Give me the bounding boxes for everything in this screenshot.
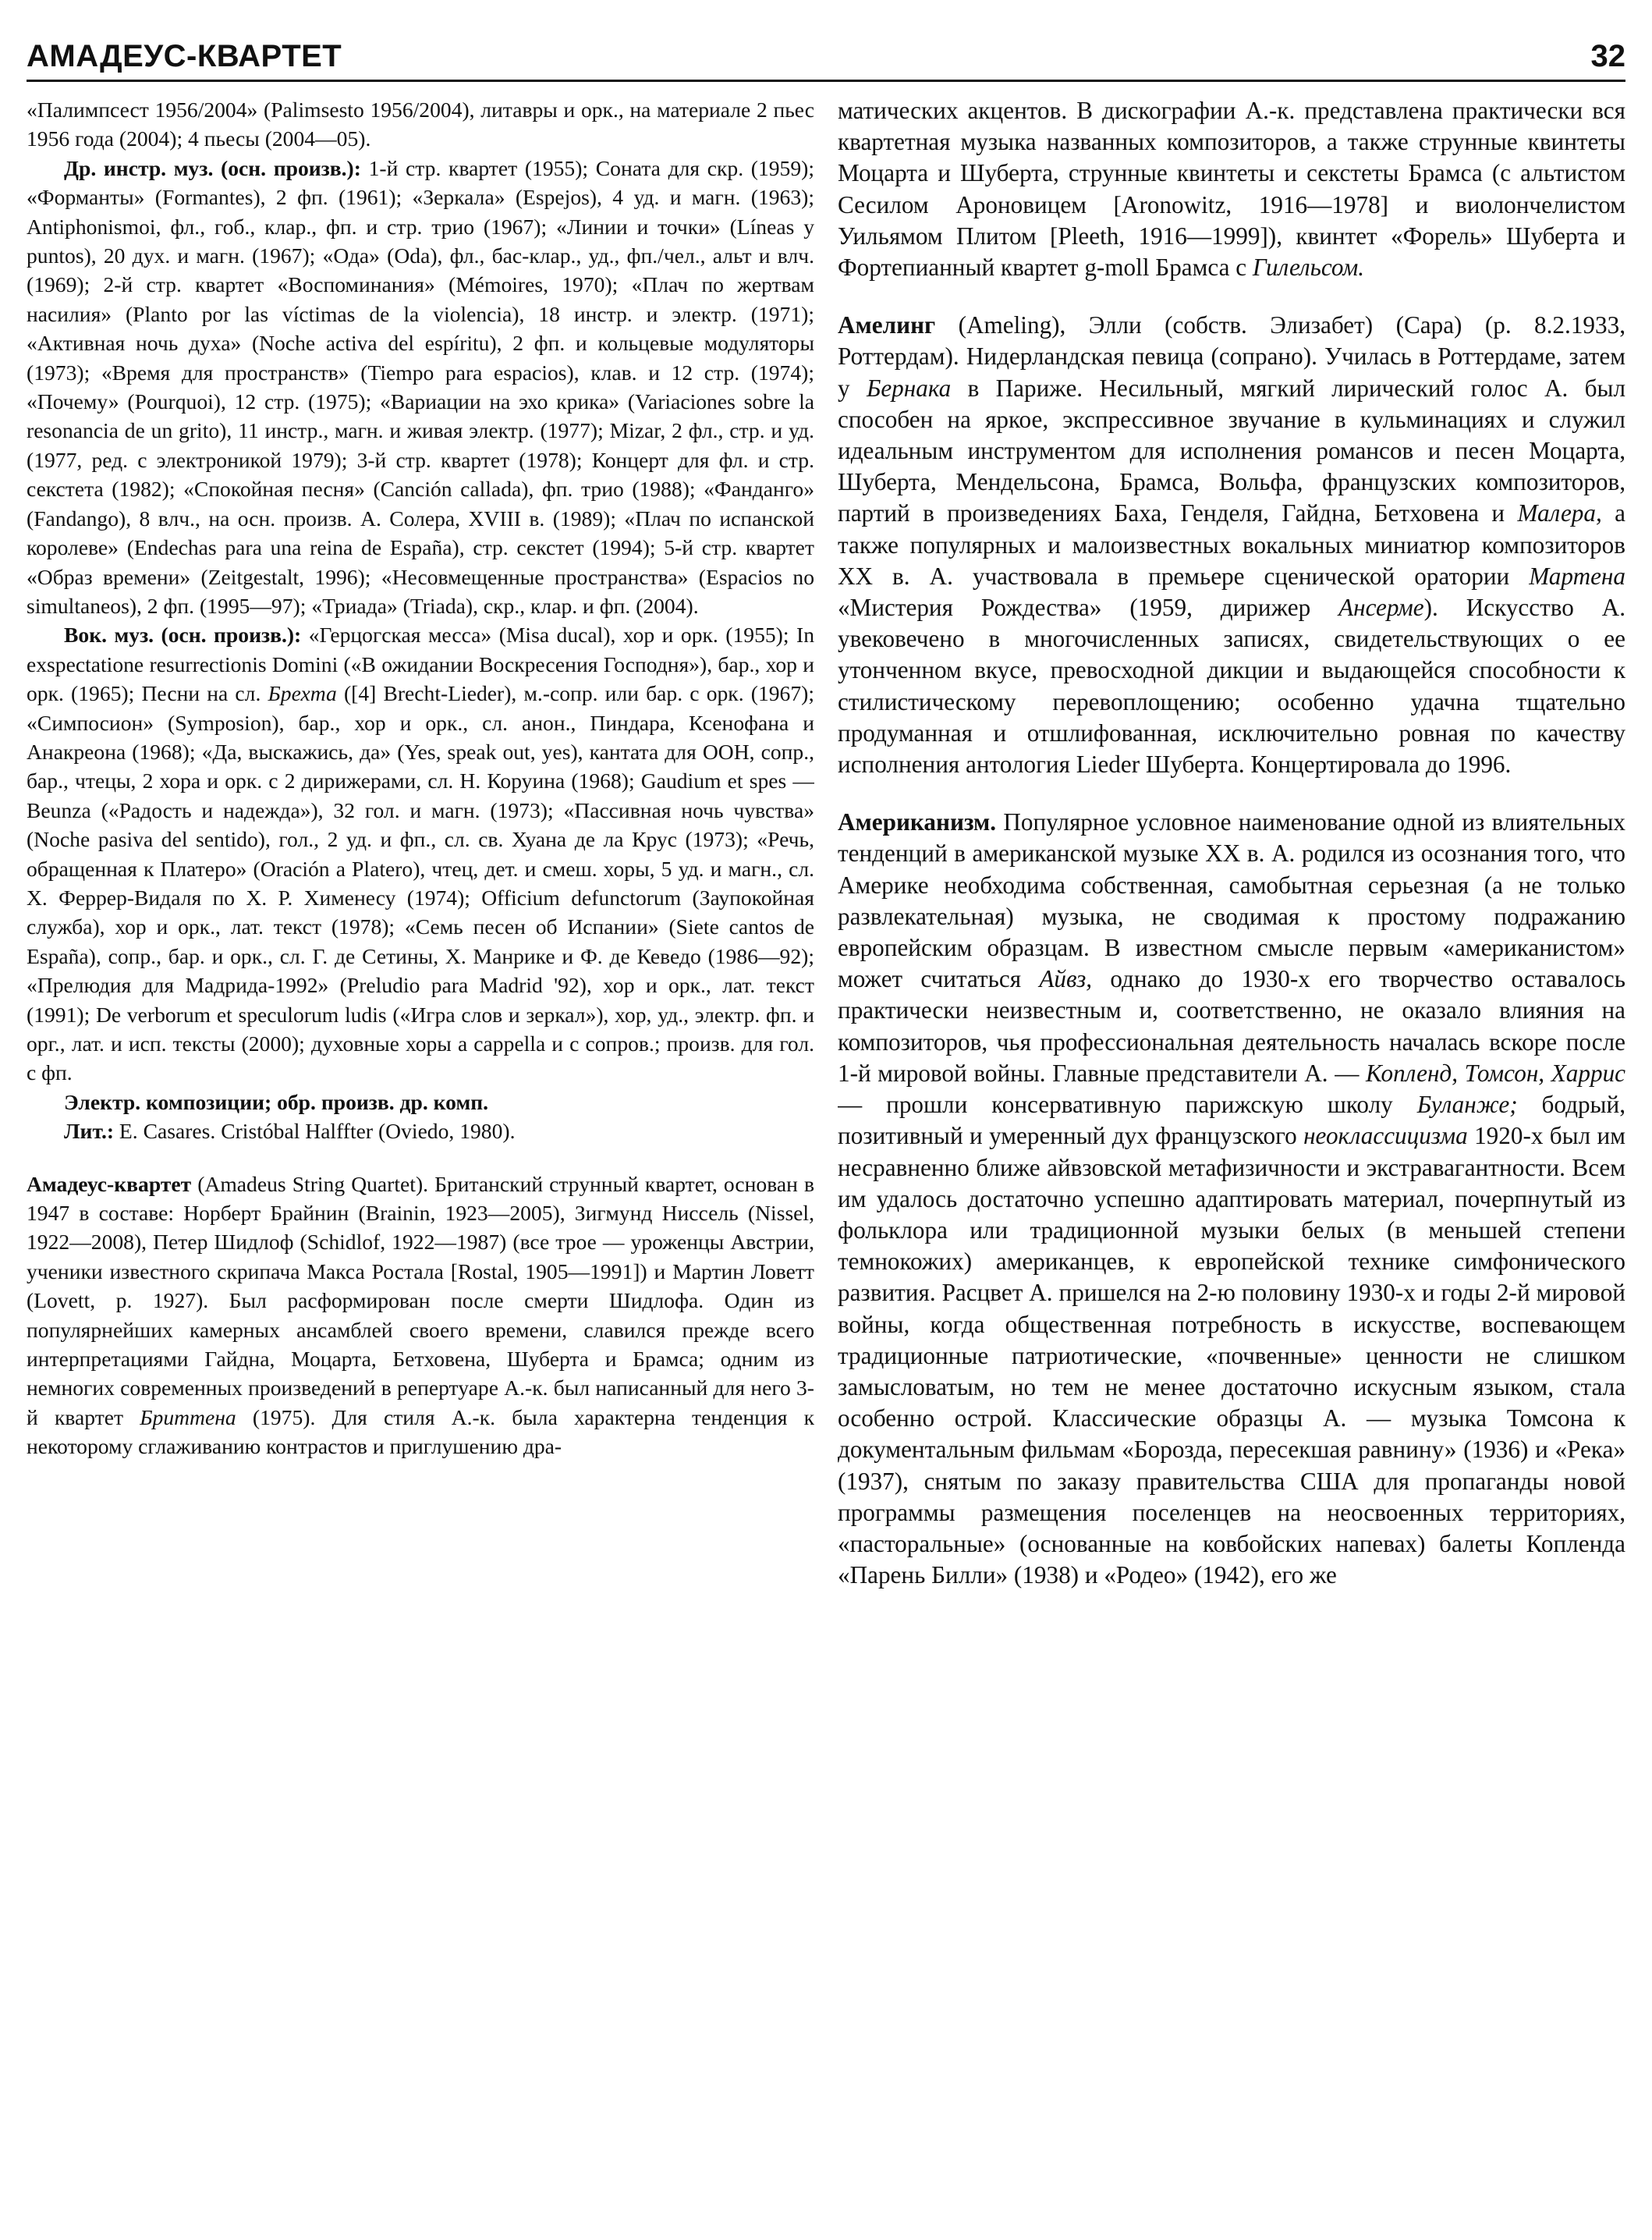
left-column [27, 95, 814, 2225]
crossref-composers: Копленд, Томсон, Харрис [1366, 1059, 1625, 1087]
crossref-boulanger: Буланже; [1416, 1091, 1518, 1119]
entry-separator [838, 283, 1625, 310]
literature-label: Лит.: [64, 1119, 115, 1144]
running-title: АМАДЕУС-КВАРТЕТ [27, 39, 342, 73]
vocal-works: Вок. муз. (осн. произв.): «Герцогская месса» (Misa ducal), хор и орк. (1955); In exspectatione resurrectionis Domini («В ожидании Воскресения Господня»), бар., хор и орк. (1965); Песни на сл. Брехта ([4] Brecht-Lieder), м.-сопр. или бар. с орк. (1967); «Симпосион» (Symposion), бар., хор и орк., сл. анон., Пиндара, Ксенофана и Анакреона (1968); «Да, выскажись, да» (Yes, speak out, yes), кантата для ООН, сопр., бар., чтецы, 2 хора и орк. с 2 дирижерами, сл. Н. Коруина (1968); Gaudium et spes — Beunza («Радость и надежда»), 32 гол. и магн. (1973); «Пассивная ночь чувства» (Noche pasiva del sentido), гол., 2 уд. и фп., сл. св. Хуана де ла Крус (1973); «Речь, обращенная к Платеро» (Oración a Platero), чтец, дет. и смеш. хоры, 5 уд. и магн., сл. Х. Феррер-Видаля по Х. Р. Хименесу (1974); Officium defunctorum (Заупокойная служба), хор и орк., лат. текст (1978); «Семь песен об Испании» (Siete cantos de España), сопр., бар. и орк., сл. Г. де Сетины, Х. Манрике и Ф. де Кеведо (1986—92); «Прелюдия для Мадрида-1992» (Preludio para Madrid '92), хор и орк., лат. текст (1991); De verborum et speculorum ludis («Игра слов и зеркал»), хор, уд., электр. фп. и орг., лат. и исп. тексты (2000); духовные хоры a cappella и с сопров.; произв. для гол. с фп. [27, 623, 814, 1085]
literature: Лит.: E. Casares. Cristóbal Halffter (Oviedo, 1980). [64, 1119, 516, 1144]
crossref-brecht: Брехта [268, 681, 337, 706]
works-list-tail: «Палимпсест 1956/2004» (Palimsesto 1956/2004), литавры и орк., на материале 2 пьес 1956 года (2004); 4 пьесы (2004—05). [27, 98, 814, 151]
right-column [838, 95, 1625, 2225]
crossref-martin: Мартена [1529, 562, 1625, 590]
crossref-ives: Айвз, [1039, 965, 1093, 993]
entry-separator [838, 780, 1625, 807]
entry-headword: Амелинг [838, 311, 936, 339]
entry-americanism: Американизм. Популярное условное наименование одной из влиятельных тенденций в американской музыке XX в. А. родился из осознания того, что Америке необходима собственная, самобытная серьезная (а не только развлекательная) музыка, не сводимая к простому подражанию европейским образцам. В известном смысле первым «американистом» может считаться Айвз, однако до 1930-х его творчество оставалось практически неизвестным и, соответственно, не оказало влияния на композиторов, чья профессиональная деятельность началась вскоре после 1-й мировой войны. Главные представители А. — Копленд, Томсон, Харрис — прошли консервативную парижскую школу Буланже; бодрый, позитивный и умеренный дух французского неоклассицизма 1920-х был им несравненно ближе айвзовской метафизичности и экстравагантности. Всем им удалось достаточно успешно адаптировать материал, почерпнутый из фольклора или традиционной музыки белых (в меньшей степени темнокожих) американцев, к европейской технике симфонического развития. Расцвет А. пришелся на 2-ю половину 1930-х и годы 2-й мировой войны, когда общественная потребность в искусстве, воспевающем традиционные патриотические, «почвенные» ценности не слишком замысловатым, но тем не менее достаточно искусным языком, стала особенно острой. Классические образцы А. — музыка Томсона к документальным фильмам «Борозда, пересекшая равнину» (1936) и «Река» (1937), снятым по заказу правительства США для пропаганды новой программы размещения поселенцев на неосвоенных территориях, «пасторальные» (основанные на ковбойских напевах) балеты Копленда «Парень Билли» (1938) и «Родео» (1942), его же [838, 808, 1625, 1589]
entry-headword: Амадеус-квартет [27, 1171, 192, 1196]
entry-ameling: Амелинг (Ameling), Элли (собств. Элизабет) (Сара) (р. 8.2.1933, Роттердам). Нидерландская певица (сопрано). Училась в Роттердаме, затем у Бернака в Париже. Несильный, мягкий лирический голос А. был способен на яркое, экспрессивное звучание в кульминациях и служил идеальным инструментом для исполнения романсов и песен Моцарта, Шуберта, Мендельсона, Брамса, Вольфа, французских композиторов, партий в произведениях Баха, Генделя, Гайдна, Бетховена и Малера, а также популярных и малоизвестных вокальных миниатюр композиторов XX в. А. участвовала в премьере сценической оратории Мартена «Мистерия Рождества» (1959, дирижер Ансерме). Искусство А. увековечено в многочисленных записях, свидетельствующих о ее утонченном вкусе, превосходной дикции и выдающейся способности к стилистическому перевоплощению; особенно удачна тщательно продуманная и отшлифованная, исключительно ровная по качеству исполнения антология Lieder Шуберта. Концертировала до 1996. [838, 311, 1625, 779]
crossref-britten: Бриттена [140, 1404, 236, 1429]
crossref-ansermet: Ансерме [1338, 594, 1424, 622]
instrumental-works: Др. инстр. муз. (осн. произв.): 1-й стр. квартет (1955); Соната для скр. (1959); «Форманты» (Formantes), 2 фп. (1961); «Зеркала» (Espejos), 4 уд. и магн. (1963); Antiphonismoi, фл., гоб., клар., фп. и стр. трио (1967); «Линии и точки» (Líneas y puntos), 20 дух. и магн. (1967); «Ода» (Oda), фл., бас-клар., уд., фп./чел., альт и влч. (1969); 2-й стр. квартет «Воспоминания» (Mémoires, 1970); «Плач по жертвам насилия» (Planto por las víctimas de la violencia), 18 инстр. и электр. (1971); «Активная ночь духа» (Noche activa del espíritu), 2 фп. и кольцевые модуляторы (1973); «Время для пространств» (Tiempo para espacios), клав. и 12 стр. (1974); «Почему» (Pourquoi), 12 стр. (1975); «Вариации на эхо крика» (Variaciones sobre la resonancia de un grito), 11 инстр., магн. и живая электр. (1977); Mizar, 2 фл., стр. и уд. (1977, ред. с электроникой 1979); 3-й стр. квартет (1978); Концерт для фл. и стр. секстета (1982); «Спокойная песня» (Canción callada), фп. трио (1988); «Фанданго» (Fandango), 8 влч., на осн. произв. А. Солера, XVIII в. (1989); «Плач по испанской королеве» (Endechas para una reina de España), стр. секстет (1994); 5-й стр. квартет «Образ времени» (Zeitgestalt, 1996); «Несовмещенные пространства» (Espacios no simultaneos), 2 фп. (1995—97); «Триада» (Triada), скр., клар. и фп. (2004). [27, 155, 814, 618]
entry-headword: Американизм. [838, 808, 997, 836]
crossref-mahler: Малера, [1517, 499, 1602, 527]
electronic-works [27, 1088, 814, 1116]
page-number: 32 [1590, 39, 1625, 73]
crossref-neoclassicism: неоклассицизма [1303, 1122, 1468, 1150]
entry-amadeus-quartet: Амадеус-квартет (Amadeus String Quartet). Британский струнный квартет, основан в 1947 в составе: Норберт Брайнин (Brainin, 1923—2005), Зигмунд Ниссель (Nissel, 1922—2008), Петер Шидлоф (Schidlof, 1922—1987) (все трое — уроженцы Австрии, ученики известного скрипача Макса Ростала [Rostal, 1905—1991]) и Мартин Ловетт (Lovett, р. 1927). Был расформирован после смерти Шидлофа. Один из популярнейших камерных ансамблей своего времени, славился прежде всего интерпретациями Гайдна, Моцарта, Бетховена, Шуберта и Брамса; одним из немногих современных произведений в репертуаре А.-к. был написанный для него 3-й квартет Бриттена (1975). Для стиля А.-к. была характерна тенденция к некоторому сглаживанию контрастов и приглушению дра- [27, 1171, 814, 1459]
crossref-bernac: Бернака [866, 374, 952, 402]
vocal-works-label: Вок. муз. (осн. произв.): [64, 623, 302, 648]
electronic-works-label: Электр. композиции; обр. произв. др. комп. [64, 1089, 489, 1114]
entry-amadeus-quartet-continued: матических акцентов. В дискографии А.-к. представлена практически вся квартетная музыка названных композиторов, а также струнные квинтеты Моцарта и Шуберта, струнные квинтеты и секстеты Брамса (с альтистом Сесилом Ароновицем [Aronowitz, 1916—1978] и виолончелистом Уильямом Плитом [Pleeth, 1916—1999]), квинтет «Форель» Шуберта и Фортепианный квартет g-moll Брамса с Гилельсом. [838, 97, 1625, 282]
entry-separator [27, 1146, 814, 1170]
crossref-gilels: Гилельсом. [1252, 254, 1365, 282]
page-header [27, 39, 1625, 82]
instrumental-works-label: Др. инстр. муз. (осн. произв.): [64, 155, 361, 180]
